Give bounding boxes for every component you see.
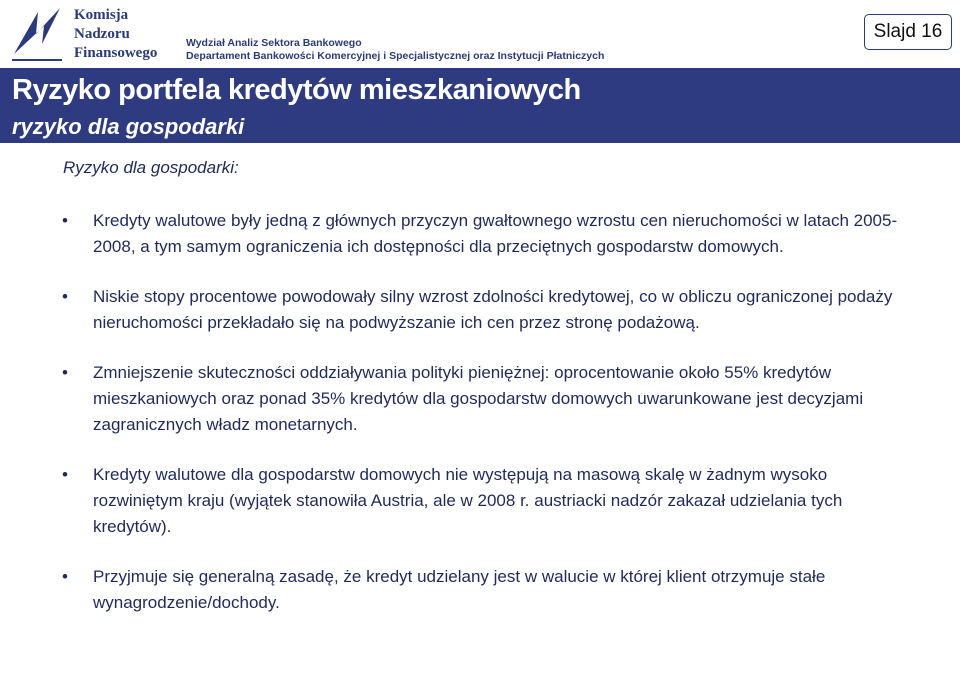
bullet-dot-icon: • (62, 465, 68, 484)
logo-text (74, 6, 157, 63)
slide-number-badge: Slajd 16 (864, 14, 952, 50)
bullet-text: Kredyty walutowe były jedną z głównych przyczyn gwałtownego wzrostu cen nieruchomości w latach 2005-2008, a tym samym ograniczenia ich dostępności dla przeciętnych gospodarstw domowych. (93, 211, 898, 256)
bullet-dot-icon: • (62, 287, 68, 306)
knf-emblem-icon (8, 4, 68, 64)
bullet-item (60, 462, 920, 540)
intro-text: Ryzyko dla gospodarki: (63, 158, 239, 177)
logo-line-1: Komisja (74, 7, 129, 23)
bullet-item (60, 360, 920, 438)
department-line-1: Wydział Analiz Sektora Bankowego (186, 37, 362, 49)
bullet-dot-icon: • (62, 567, 68, 586)
bullet-item (60, 564, 920, 616)
bullet-text: Kredyty walutowe dla gospodarstw domowych nie występują na masową skalę w żadnym wysoko rozwiniętym kraju (wyjątek stanowiła Austria, ale w 2008 r. austriacki nadzór zakazał udzielania tych kredytów). (93, 465, 843, 536)
logo-line-2: Nadzoru (74, 26, 130, 42)
page-title: Ryzyko portfela kredytów mieszkaniowych (12, 74, 581, 106)
bullet-dot-icon: • (62, 363, 68, 382)
department-line-2: Departament Bankowości Komercyjnej i Specjalistycznej oraz Instytucji Płatniczych (186, 50, 605, 62)
logo-line-3: Finansowego (74, 45, 158, 61)
bullet-item (60, 208, 920, 260)
department-info (186, 37, 604, 63)
bullet-text: Przyjmuje się generalną zasadę, że kredyt udzielany jest w walucie w której klient otrzymuje stałe wynagrodzenie/dochody. (93, 567, 826, 612)
bullet-dot-icon: • (62, 211, 68, 230)
knf-logo (8, 4, 178, 64)
bullet-item (60, 284, 920, 336)
bullet-text: Niskie stopy procentowe powodowały silny wzrost zdolności kredytowej, co w obliczu ograniczonej podaży nieruchomości przekładało się na podwyższanie ich cen przez stronę podażową. (93, 287, 893, 332)
bullet-list (60, 208, 920, 616)
page-subtitle: ryzyko dla gospodarki (12, 114, 245, 139)
slide-header (0, 0, 960, 68)
bullet-text: Zmniejszenie skuteczności oddziaływania polityki pieniężnej: oprocentowanie około 55% kredytów mieszkaniowych oraz ponad 35% kredytów dla gospodarstw domowych uwarunkowane jest decyzjami zagranicznych władz monetarnych. (93, 363, 864, 434)
